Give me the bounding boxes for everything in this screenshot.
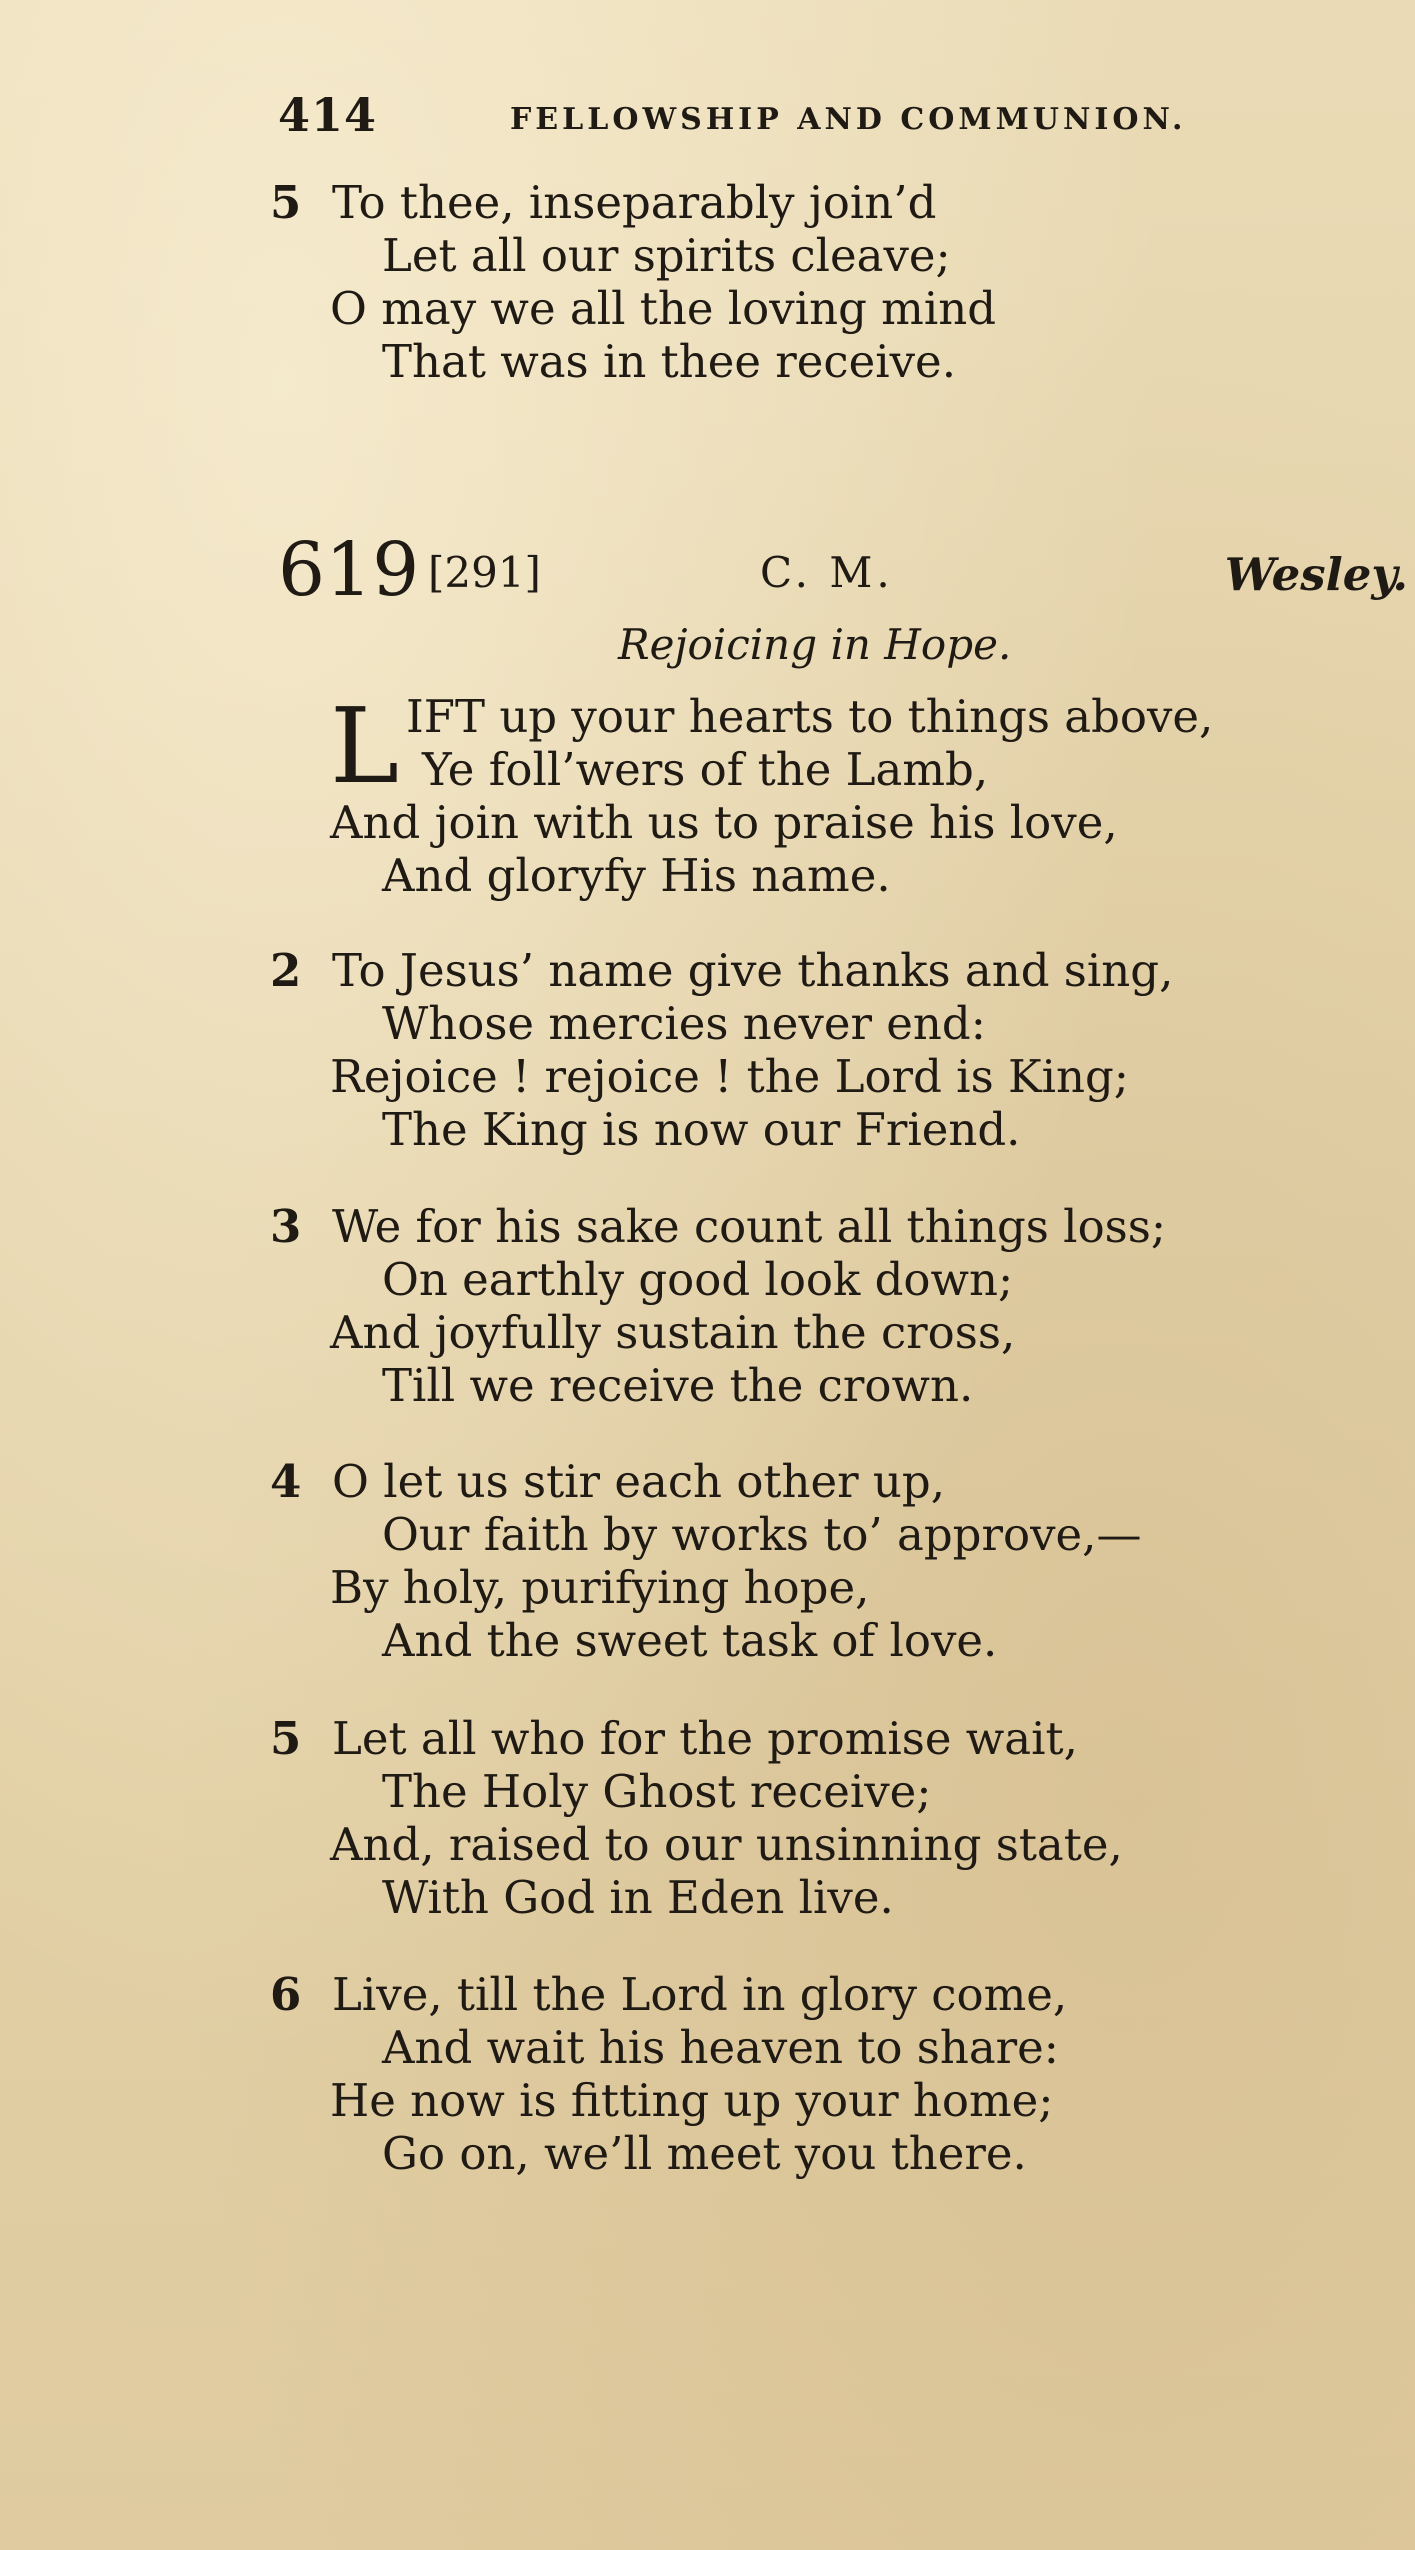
stanza-line-text: Our faith by works to’ approve,— (382, 1508, 1142, 1561)
hymn-subtitle: Rejoicing in Hope. (618, 620, 1012, 669)
stanza-line-text: That was in thee receive. (382, 335, 956, 388)
stanza-line-text: Till we receive the crown. (382, 1359, 974, 1412)
stanza-line-text: Go on, we’ll meet you there. (382, 2127, 1027, 2180)
stanza-line-text: Let all who for the promise wait, (332, 1712, 1078, 1765)
page-number: 414 (278, 88, 378, 142)
stanza-line-text: IFT up your hearts to things above, (406, 690, 1214, 743)
hymn-cross-reference: [291] (428, 548, 541, 597)
stanza-line-text: O may we all the loving mind (330, 282, 997, 335)
stanza-line-text: O let us stir each other up, (332, 1455, 946, 1508)
stanza-line-text: And wait his heaven to share: (382, 2021, 1059, 2074)
hymn-heading (278, 527, 1408, 613)
hymn-number: 619 (278, 527, 420, 613)
stanza-line-text: To thee, inseparably join’d (332, 176, 937, 229)
stanza-line-text: The King is now our Friend. (382, 1103, 1021, 1156)
hymn-meter: C. M. (760, 548, 894, 597)
stanza-line-text: The Holy Ghost receive; (382, 1765, 932, 1818)
running-head (278, 88, 1278, 148)
stanza-line-text: And joyfully sustain the cross, (330, 1306, 1016, 1359)
stanza-line-text: He now is fitting up your home; (330, 2074, 1054, 2127)
stanza-line-text: And the sweet task of love. (382, 1614, 998, 1667)
stanza-line-text: And join with us to praise his love, (330, 796, 1118, 849)
hymn-author: Wesley. (1224, 548, 1408, 601)
stanza-line-text: Live, till the Lord in glory come, (332, 1968, 1068, 2021)
stanza-line-text: Rejoice ! rejoice ! the Lord is King; (330, 1050, 1129, 1103)
stanza-line-text: Let all our spirits cleave; (382, 229, 951, 282)
stanza-number: 5 (270, 176, 302, 229)
stanza-line-text: Whose mercies never end: (382, 997, 986, 1050)
stanza-line-text: And, raised to our unsinning state, (330, 1818, 1123, 1871)
running-title: FELLOWSHIP AND COMMUNION. (510, 102, 1187, 137)
stanza-line-text: We for his sake count all things loss; (332, 1200, 1167, 1253)
stanza-number: 5 (270, 1712, 302, 1765)
drop-cap: L (330, 685, 400, 807)
stanza-line-text: And gloryfy His name. (382, 849, 891, 902)
stanza-line-text: To Jesus’ name give thanks and sing, (332, 944, 1174, 997)
stanza-line-text: On earthly good look down; (382, 1253, 1014, 1306)
stanza-number: 3 (270, 1200, 302, 1253)
stanza-line-text: With God in Eden live. (382, 1871, 894, 1924)
stanza-number: 2 (270, 944, 302, 997)
stanza-number: 4 (270, 1455, 302, 1508)
stanza-line-text: By holy, purifying hope, (330, 1561, 870, 1614)
stanza-line-text: Ye foll’wers of the Lamb, (422, 743, 989, 796)
stanza-number: 6 (270, 1968, 302, 2021)
